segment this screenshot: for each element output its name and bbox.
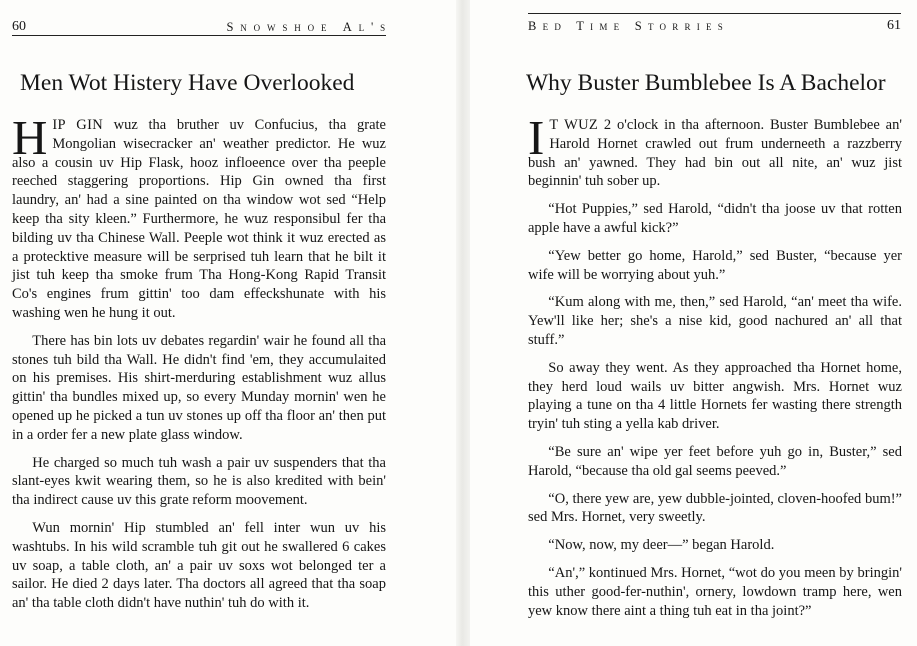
left-opening-caps: IP GIN — [52, 117, 103, 133]
right-paragraph: “Yew better go home, Harold,” sed Buster, “because yer wife will be worrying about yuh.” — [528, 247, 902, 283]
left-first-paragraph-text: wuz tha bruther uv Confucius, tha grate Mongolian wisecracker an' weather predictor. He wuz also a cousin uv Hip Flask, hooz infloeence over tha peeple reeched staggering proportions. Hip Gin owned tha first laundry, an' had a sine painted on tha window wot sed “Help keep tha sity kleen.” Furthermore, he wuz responsibul fer tha bilding uv tha Chinese Wall. Peeple wot think it wuz erected as a protecktive measure will be serprised tuh learn that he bilt it jist tuh keep tha smoke frum Tha Hong-Kong Rapid Transit Co's engines frum gittin' too dam effeckshunate with his washing wen he hung it out. — [12, 117, 386, 321]
right-paragraph: “Now, now, my deer—” began Harold. — [548, 537, 775, 554]
left-paragraph: Wun mornin' Hip stumbled an' fell inter wun uv his washtubs. In his wild scramble tuh git out he swallered 6 cakes uv soap, a table cloth, an' a pair uv soxs wot belonged ter a sailor. He died 2 days later. Tha doctors all agreed that tha soap an' tha table cloth didn't have nuthin' tuh do with it. — [12, 519, 386, 612]
left-page — [0, 0, 456, 646]
right-story-body — [528, 110, 902, 629]
right-paragraph: “An',” kontinued Mrs. Hornet, “wot do you meen by bringin' this uther good-fer-nuthin', ornery, lowdown tramp here, wen yew know there aint a thing tuh eat in tha joint?” — [528, 564, 902, 619]
book-gutter — [456, 0, 470, 646]
right-running-head — [528, 13, 901, 36]
left-dropcap: H — [12, 110, 48, 165]
right-running-head-title: Bed Time Storries — [528, 19, 730, 33]
right-page — [470, 0, 917, 646]
right-first-paragraph-text: 2 o'clock in tha afternoon. Buster Bumblebee an' Harold Hornet crawled out frum underneeth a razzberry bush an' yawned. They had bin out all nite, an' wuz jist beginnin' tuh sober up. — [528, 117, 902, 190]
left-page-number: 60 — [12, 19, 26, 34]
left-running-head — [12, 13, 392, 36]
right-opening-caps: T WUZ — [549, 117, 599, 133]
left-paragraph: There has bin lots uv debates regardin' wair he found all tha stones tuh bild tha Wall. He didn't find 'em, they accumulaited on his premises. His shirt-merduring establishment wuz allus gittin' tha bundles mixed up, so every Munday mornin' wen he opened up he picked a tun uv stones up off tha floor an' then put in a order fer a new plate glass window. — [12, 332, 386, 443]
left-paragraph: He charged so much tuh wash a pair uv suspenders that tha slant-eyes kwit wearing them, so he is also kredited with bein' tha indirect cause uv this grate reform moovement. — [12, 454, 386, 509]
right-paragraph: “O, there yew are, yew dubble-jointed, cloven-hoofed bum!” sed Mrs. Hornet, very sweetly. — [528, 490, 902, 526]
left-story-title: Men Wot Histery Have Overlooked — [20, 70, 355, 96]
right-paragraph: “Be sure an' wipe yer feet before yuh go in, Buster,” sed Harold, “because tha old gal seems peeved.” — [528, 443, 902, 479]
right-page-number: 61 — [887, 18, 901, 33]
left-story-body — [12, 110, 386, 622]
right-first-paragraph — [528, 110, 902, 191]
left-running-head-title: Snowshoe Al's — [226, 20, 392, 34]
right-dropcap: I — [528, 110, 545, 165]
right-paragraph: So away they went. As they approached tha Hornet home, they herd loud wails uv bitter angwish. Mrs. Hornet wuz playing a tune on tha 4 little Hornets fer wasting there strength tryin' tuh sting a yella kab driver. — [528, 359, 902, 433]
left-first-paragraph — [12, 110, 386, 323]
right-story-title: Why Buster Bumblebee Is A Bachelor — [526, 70, 886, 96]
right-paragraph: “Kum along with me, then,” sed Harold, “an' meet tha wife. Yew'll like her; she's a nise kid, good nachured an' all that stuff.” — [528, 294, 902, 348]
right-paragraph: “Hot Puppies,” sed Harold, “didn't tha joose uv that rotten apple have a awful kick?” — [528, 201, 902, 236]
